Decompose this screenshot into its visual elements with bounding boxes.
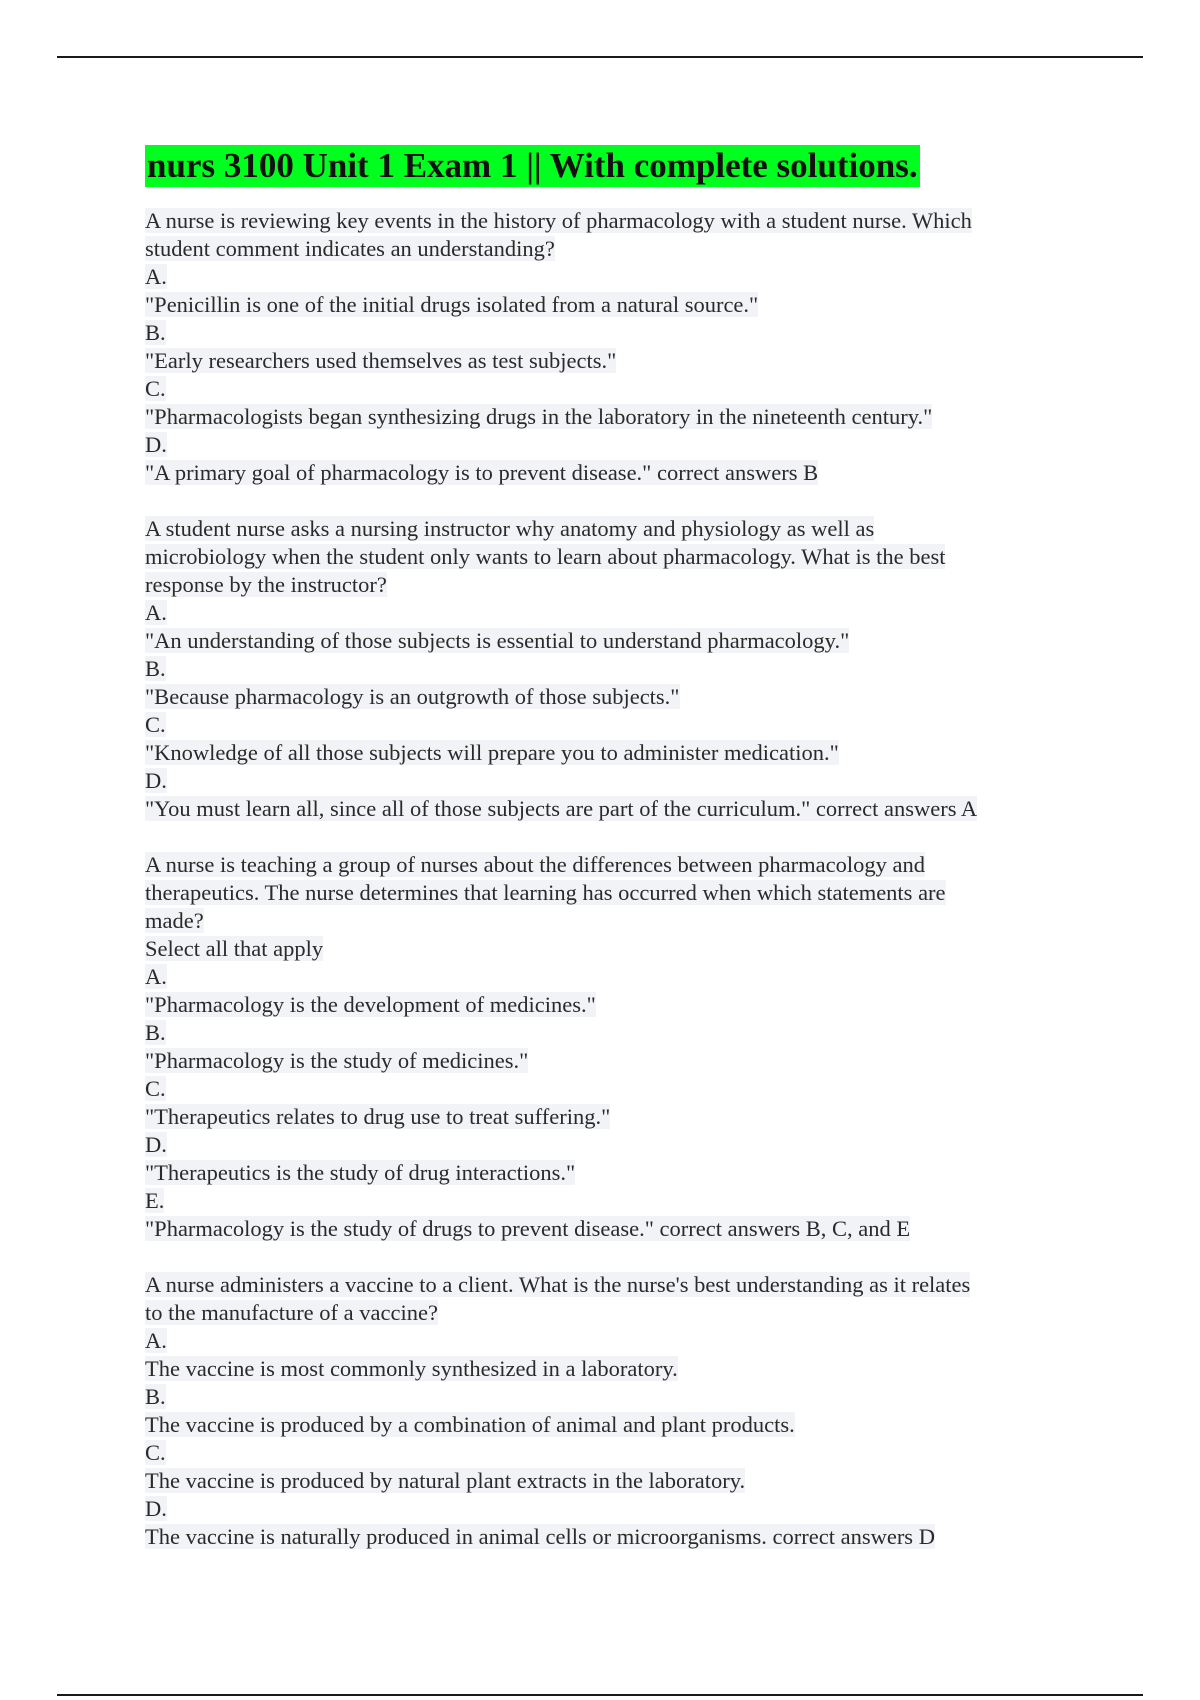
option-letter: A. xyxy=(145,964,167,989)
option-text: "An understanding of those subjects is essential to understand pharmacology." xyxy=(145,628,850,653)
option-letter: C. xyxy=(145,1440,166,1465)
document-body xyxy=(145,145,1065,1551)
option-text: "Therapeutics is the study of drug interactions." xyxy=(145,1160,576,1185)
question-stem-line: made? xyxy=(145,908,204,933)
question-3 xyxy=(145,851,1065,1243)
question-stem-line: to the manufacture of a vaccine? xyxy=(145,1300,438,1325)
option-text: "Knowledge of all those subjects will prepare you to administer medication." xyxy=(145,740,839,765)
question-2 xyxy=(145,515,1065,823)
question-stem-line: response by the instructor? xyxy=(145,572,387,597)
question-stem-line: A nurse is teaching a group of nurses about the differences between pharmacology and xyxy=(145,852,925,877)
footer-rule xyxy=(57,1694,1143,1696)
option-letter: C. xyxy=(145,1076,166,1101)
option-text-with-answer: The vaccine is naturally produced in animal cells or microorganisms. correct answers D xyxy=(145,1524,935,1549)
question-instruction: Select all that apply xyxy=(145,936,324,961)
question-stem-line: student comment indicates an understanding? xyxy=(145,236,555,261)
option-letter: B. xyxy=(145,1020,166,1045)
question-4 xyxy=(145,1271,1065,1551)
option-letter: D. xyxy=(145,1132,167,1157)
option-text: The vaccine is produced by natural plant extracts in the laboratory. xyxy=(145,1468,746,1493)
option-text: The vaccine is most commonly synthesized in a laboratory. xyxy=(145,1356,678,1381)
option-letter: A. xyxy=(145,600,167,625)
option-letter: D. xyxy=(145,1496,167,1521)
document-title: nurs 3100 Unit 1 Exam 1 || With complete solutions. xyxy=(147,146,918,185)
option-text: "Pharmacology is the development of medicines." xyxy=(145,992,596,1017)
option-letter: D. xyxy=(145,768,167,793)
question-1 xyxy=(145,207,1065,487)
header-rule xyxy=(57,56,1143,58)
option-text-with-answer: "Pharmacology is the study of drugs to prevent disease." correct answers B, C, and E xyxy=(145,1216,911,1241)
question-stem-line: A nurse is reviewing key events in the history of pharmacology with a student nurse. Which xyxy=(145,208,972,233)
option-letter: B. xyxy=(145,320,166,345)
question-stem-line: therapeutics. The nurse determines that learning has occurred when which statements are xyxy=(145,880,946,905)
option-text-with-answer: "You must learn all, since all of those subjects are part of the curriculum." correct answers A xyxy=(145,796,978,821)
option-text: The vaccine is produced by a combination of animal and plant products. xyxy=(145,1412,795,1437)
option-letter: E. xyxy=(145,1188,165,1213)
question-stem-line: A nurse administers a vaccine to a client. What is the nurse's best understanding as it relates xyxy=(145,1272,971,1297)
question-stem-line: A student nurse asks a nursing instructor why anatomy and physiology as well as xyxy=(145,516,875,541)
option-text: "Because pharmacology is an outgrowth of those subjects." xyxy=(145,684,680,709)
option-letter: B. xyxy=(145,656,166,681)
option-letter: B. xyxy=(145,1384,166,1409)
option-text: "Early researchers used themselves as test subjects." xyxy=(145,348,617,373)
option-letter: C. xyxy=(145,376,166,401)
option-letter: D. xyxy=(145,432,167,457)
option-text-with-answer: "A primary goal of pharmacology is to prevent disease." correct answers B xyxy=(145,460,819,485)
option-letter: A. xyxy=(145,264,167,289)
option-text: "Therapeutics relates to drug use to treat suffering." xyxy=(145,1104,611,1129)
option-letter: C. xyxy=(145,712,166,737)
option-letter: A. xyxy=(145,1328,167,1353)
option-text: "Pharmacologists began synthesizing drugs in the laboratory in the nineteenth century." xyxy=(145,404,933,429)
option-text: "Pharmacology is the study of medicines." xyxy=(145,1048,529,1073)
option-text: "Penicillin is one of the initial drugs isolated from a natural source." xyxy=(145,292,759,317)
question-stem-line: microbiology when the student only wants to learn about pharmacology. What is the best xyxy=(145,544,946,569)
